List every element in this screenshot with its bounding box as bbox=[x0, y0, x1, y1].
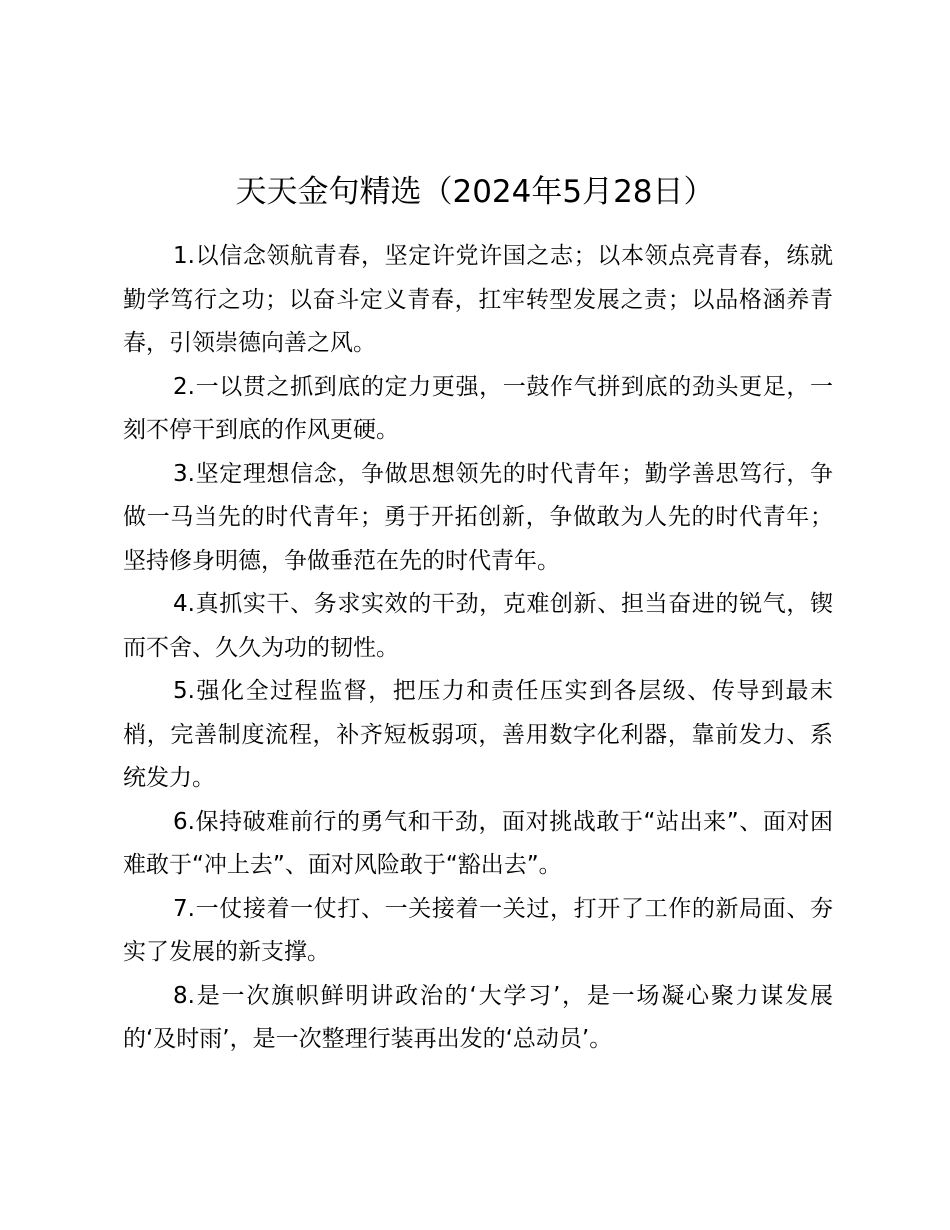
quote-paragraph-5: 5.强化全过程监督，把压力和责任压实到各层级、传导到最末梢，完善制度流程，补齐短板弱项，善用数字化利器，靠前发力、系统发力。 bbox=[123, 678, 833, 791]
quote-paragraph-6: 6.保持破难前行的勇气和干劲，面对挑战敢于“站出来”、面对困难敢于“冲上去”、面对风险敢于“豁出去”。 bbox=[123, 808, 833, 878]
quote-paragraph-3: 3.坚定理想信念，争做思想领先的时代青年；勤学善思笃行，争做一马当先的时代青年；勇于开拓创新，争做敢为人先的时代青年；坚持修身明德，争做垂范在先的时代青年。 bbox=[123, 460, 833, 574]
quote-paragraph-1: 1.以信念领航青春，坚定许党许国之志；以本领点亮青春，练就勤学笃行之功；以奋斗定义青春，扛牢转型发展之责；以品格涵养青春，引领崇德向善之风。 bbox=[123, 243, 833, 356]
document-title: 天天金句精选（2024年5月28日） bbox=[235, 174, 715, 210]
quote-paragraph-8: 8.是一次旗帜鲜明讲政治的‘大学习’，是一场凝心聚力谋发展的‘及时雨’，是一次整理行装再出发的‘总动员’。 bbox=[123, 982, 833, 1052]
document-body bbox=[123, 235, 833, 1062]
quote-paragraph-7: 7.一仗接着一仗打、一关接着一关过，打开了工作的新局面、夯实了发展的新支撑。 bbox=[123, 895, 833, 965]
quote-paragraph-4: 4.真抓实干、务求实效的干劲，克难创新、担当奋进的锐气，锲而不舍、久久为功的韧性。 bbox=[123, 591, 833, 661]
quote-paragraph-2: 2.一以贯之抓到底的定力更强，一鼓作气拼到底的劲头更足，一刻不停干到底的作风更硬。 bbox=[123, 373, 833, 443]
